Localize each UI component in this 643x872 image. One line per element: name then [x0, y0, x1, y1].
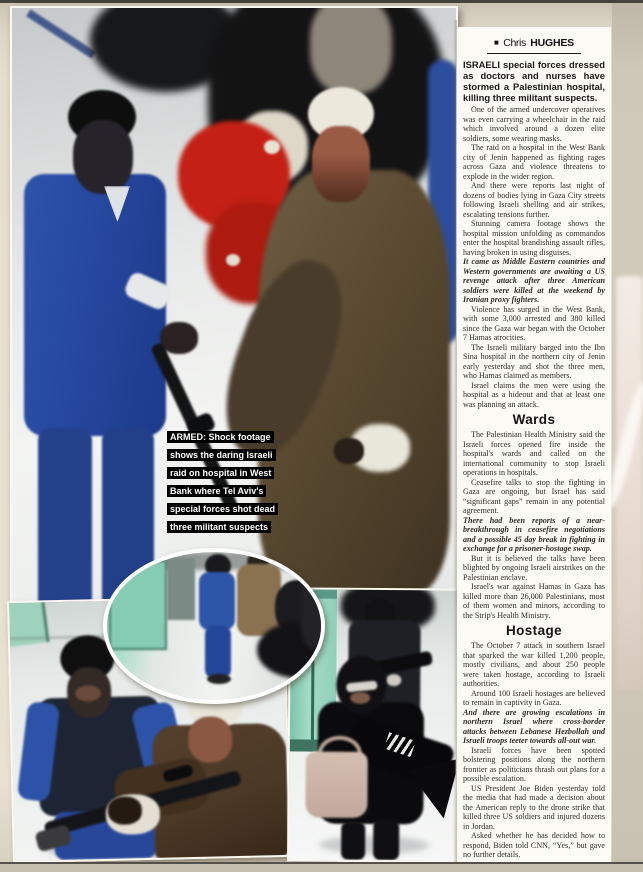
byline — [463, 33, 605, 54]
commando-blue-scrubs-torso — [24, 174, 166, 436]
article-paragraph: But it is believed the talks have been blighted by ongoing Israeli airstrikes on the Palestinian enclave. — [463, 553, 605, 582]
byline-first-name: Chris — [503, 37, 526, 49]
page-top-edge — [0, 0, 643, 3]
white-flower — [264, 140, 280, 154]
byline-rule — [487, 33, 581, 54]
article-paragraph: Asked whether he has decided how to respond, Biden told CNN, “Yes,” but gave no further details. — [463, 831, 605, 859]
article-lead: ISRAELI special forces dressed as doctors and nurses have stormed a Palestinian hospital, killing three militant suspects. — [463, 59, 605, 103]
article-paragraph: One of the armed undercover operatives was even carrying a wheelchair in the raid which involved around a dozen elite soldiers, some wearing masks. — [463, 105, 605, 143]
wall-sign — [26, 9, 96, 58]
article-body — [463, 105, 605, 860]
rear-figure-hand — [386, 674, 401, 686]
bearded-face — [312, 126, 370, 202]
dark-hand — [334, 438, 364, 464]
article-paragraph: The raid on a hospital in the West Bank city of Jenin happened as fighting rages across Gaza and violence threatens to explode in the wider region. — [463, 143, 605, 181]
article-paragraph: There had been reports of a near-breakthrough in ceasefire negotiations and a possible 45 day break in fighting in exchange for a prisoner-hostage swap. — [463, 515, 605, 553]
article-paragraph: Israel claims the men were using the hospital as a hideout and that at least one was planning an attack. — [463, 380, 605, 409]
article-paragraph: And there are growing escalations in northern Israel where cross-border attacks between Lebanese Hezbollah and Israeli troops teeter towards all-out war. — [463, 707, 605, 745]
byline-square-icon: ■ — [494, 38, 499, 47]
article-paragraph: Israeli forces have been spotted bolstering positions along the northern frontier as politicians thrash out plans for a possible escalation. — [463, 745, 605, 783]
balaclava-face — [73, 120, 133, 194]
photo-inset-oval-corridor — [103, 548, 325, 704]
article-paragraph: Stunning camera footage shows the hospital mission unfolding as commandos enter the hospital brandishing assault rifles, having broken in using disguises. — [463, 219, 605, 257]
article-paragraph: Israel's war against Hamas in Gaza has killed more than 26,000 Palestinians, most of them women and minors, according to the Strip's Health Ministry. — [463, 582, 605, 620]
photo-caption-text: ARMED: Shock footage shows the daring Israeli raid on hospital in West Bank where Tel Aviv's special forces shot dead three militant suspects — [167, 431, 278, 533]
article-paragraph: Around 100 Israeli hostages are believed to remain in captivity in Gaza. — [463, 688, 605, 707]
article-paragraph: And there were reports last night of dozens of bodies lying in Gaza City streets following Israeli shelling and air strikes, escalating tensions further. — [463, 181, 605, 219]
byline-last-name: HUGHES — [530, 37, 574, 49]
photo-main-cctv-raid — [10, 6, 458, 642]
article-paragraph: The Israeli military barged into the Ibn Sina hospital in the northern city of Jenin early yesterday and shot the three men, who Hamas claimed as members. — [463, 342, 605, 380]
leg — [373, 820, 399, 860]
dark-window — [167, 558, 195, 620]
article-subheading: Wards — [512, 412, 556, 427]
commando-legs — [205, 626, 231, 678]
article-paragraph: Ceasefire talks to stop the fighting in Gaza are ongoing, but Israel has said “significant gaps” remain in any potential agreement. — [463, 477, 605, 515]
adjacent-page-edge — [612, 0, 643, 872]
leg — [341, 822, 365, 860]
white-flower — [226, 254, 240, 266]
commando-feet — [207, 674, 231, 684]
article-paragraph: The Palestinian Health Ministry said the Israeli forces opened fire inside the hospital's wards and called on the international community to stop Israeli operations in hospitals. — [463, 430, 605, 477]
blue-trouser-leg — [38, 428, 92, 612]
face-chin — [350, 692, 370, 704]
article-paragraph: The October 7 attack in southern Israel that sparked the war killed 1,200 people, mostly civilians, and about 250 people were taken hostage, according to Israeli authorities. — [463, 641, 605, 688]
article-paragraph: US President Joe Biden yesterday told the media that had made a decision about the American reply to the drone strike that killed three US soldiers and injured dozens in Jordan. — [463, 783, 605, 831]
article-subheading: Hostage — [505, 623, 563, 638]
beige-handbag — [305, 752, 367, 818]
dark-hand — [108, 796, 143, 825]
article-paragraph: Violence has surged in the West Bank, with some 3,000 arrested and 380 killed since the Gaza war began with the October 7 Hamas atrocities. — [463, 304, 605, 342]
photo-caption — [167, 427, 283, 535]
teal-door — [109, 560, 167, 650]
article-paragraph: It came as Middle Eastern countries and Western governments are awaiting a US revenge attack after three American soldiers were killed at the weekend by Iranian proxy fighters. — [463, 257, 605, 304]
commando-blue-scrubs — [199, 572, 235, 630]
face-profile — [188, 716, 233, 763]
page-bottom-paper — [0, 864, 643, 872]
gray-figure — [310, 6, 392, 94]
article-column — [457, 27, 611, 863]
